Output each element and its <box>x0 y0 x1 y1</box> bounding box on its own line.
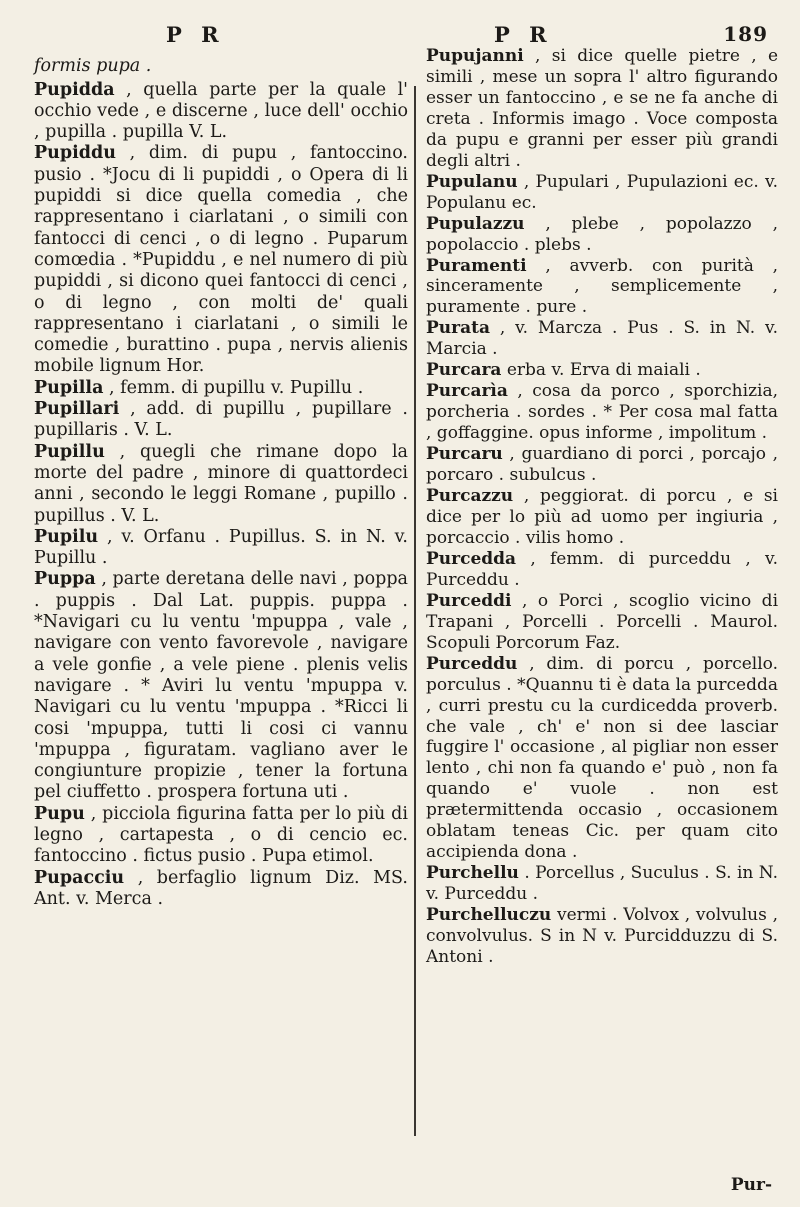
left-entries <box>34 80 408 911</box>
column-rule <box>414 86 416 1136</box>
entry-definition: , avverb. con purità , sinceramente , semplicemente , puramente . pure . <box>426 255 778 318</box>
dictionary-entry <box>426 46 778 172</box>
dictionary-entry <box>34 868 408 911</box>
dictionary-entry <box>34 399 408 442</box>
entry-definition: . Porcellus , Suculus . S. in N. v. Purceddu . <box>426 863 778 905</box>
entry-definition: , parte deretana delle navi , poppa . puppis . Dal Lat. puppis. puppa . *Navigari cu lu ventu 'mpuppa , vale , navigare con vento favorevole , navigare a vele gonfie , a vele piene . plenis velis navigare . * Aviri lu ventu 'mpuppa v. Navigari cu lu ventu 'mpuppa . *Ricci li cosi 'mpuppa, tutti li cosi ci vannu 'mpuppa , figuratam. vagliano aver le congiunture propizie , tener la fortuna pel ciuffetto . prospera fortuna uti . <box>34 569 408 803</box>
entry-definition: , quegli che rimane dopo la morte del padre , minore di quattordeci anni , secondo le leggi Romane , pupillo . pupillus . V. L. <box>34 441 408 526</box>
dictionary-entry <box>426 444 778 486</box>
running-head-right <box>426 0 778 46</box>
dictionary-entry <box>426 172 778 214</box>
dictionary-entry <box>426 486 778 549</box>
entry-definition: , femm. di pupillu v. Pupillu . <box>108 377 364 398</box>
entry-definition: vermi . Volvox , volvulus , convolvulus. S in N v. Purcidduzzu di S. Antoni . <box>426 905 778 967</box>
entry-headword: Purcaru <box>426 444 503 465</box>
dictionary-entry <box>34 143 408 377</box>
entry-definition: , femm. di purceddu , v. Purceddu . <box>426 548 778 590</box>
entry-headword: Purchellu <box>426 863 519 884</box>
dictionary-entry <box>34 80 408 144</box>
entry-headword: Pupillu <box>34 441 105 462</box>
page-number: 189 <box>723 22 768 46</box>
catchline-continuation: formis pupa . <box>34 56 152 76</box>
entry-headword: Purceddu <box>426 653 518 674</box>
dictionary-entry <box>426 214 778 256</box>
running-head-letters: P R <box>494 22 553 47</box>
dictionary-entry <box>426 549 778 591</box>
dictionary-entry <box>426 360 778 381</box>
dictionary-entry <box>34 804 408 868</box>
entry-headword: Puramenti <box>426 255 527 276</box>
dictionary-entry <box>426 905 778 968</box>
dictionary-entry <box>34 378 408 399</box>
entry-headword: Pupidda <box>34 79 115 100</box>
entry-definition: , cosa da porco , sporchizia, porcheria . sordes . * Per cosa mal fatta , goffaggine. opus informe , impolitum . <box>426 381 778 444</box>
entry-headword: Pupujanni <box>426 46 524 66</box>
dictionary-entry <box>426 654 778 864</box>
entry-headword: Pupulanu <box>426 171 518 192</box>
entry-headword: Puppa <box>34 569 96 590</box>
dictionary-entry <box>426 256 778 319</box>
entry-headword: Pupiddu <box>34 143 116 164</box>
entry-definition: , peggiorat. di porcu , e si dice per lo più ad uomo per ingiuria , porcaccio . vilis homo . <box>426 486 778 548</box>
running-head-left <box>34 0 408 46</box>
entry-definition: , dim. di pupu , fantoccino. pusio . *Jocu di li pupiddi , o Opera di li pupiddi si dice quella comedia , che rappresentano i ciarlatani , o simili con fantocci di cenci , o di legno . Puparum comœdia . *Pupiddu , e nel numero di più pupiddi , si dicono quei fantocci di cenci , o di legno , con molti de' quali rappresentano i ciarlatani , o simili le comedie , burattino . pupa , nervis alienis mobile lignum Hor. <box>34 143 408 377</box>
dictionary-entry <box>426 863 778 905</box>
entry-definition: , guardiano di porci , porcajo , porcaro . subulcus . <box>426 444 778 486</box>
entry-headword: Pupacciu <box>34 867 125 888</box>
entry-headword: Pupilu <box>34 526 99 547</box>
right-entries <box>426 46 778 968</box>
dictionary-entry <box>426 381 778 444</box>
entry-definition: , dim. di porcu , porcello. porculus . *Quannu ti è data la purcedda , curri prestu cu la curdicedda proverb. che vale , ch' e' non si dee lasciar fuggire l' occasione , al pigliar non esser lento , chi non fa quando e' può , non fa quando e' vuole . non est prætermittenda occasio , occasionem oblatam teneas Cic. per quam cito accipienda dona . <box>426 653 778 863</box>
entry-definition: , quella parte per la quale l' occhio vede , e discerne , luce dell' occhio , pupilla . pupilla V. L. <box>34 79 408 143</box>
entry-headword: Purcazzu <box>426 486 514 507</box>
entry-headword: Pupilla <box>34 377 104 398</box>
right-column <box>426 0 778 968</box>
left-column <box>34 0 408 910</box>
entry-definition: , v. Orfanu . Pupillus. S. in N. v. Pupillu . <box>34 526 408 569</box>
entry-headword: Purcarìa <box>426 381 508 402</box>
entry-headword: Purcara <box>426 360 502 381</box>
entry-definition: , Pupulari , Pupulazioni ec. v. Populanu ec. <box>426 171 778 213</box>
running-head-letters: P R <box>166 22 225 47</box>
entry-headword: Purchelluczu <box>426 905 552 926</box>
entry-definition: , o Porci , scoglio vicino di Trapani , Porcelli . Porcelli . Maurol. Scopuli Porcorum Faz. <box>426 590 779 653</box>
dictionary-entry <box>426 591 778 654</box>
entry-definition: , berfaglio lignum Diz. MS. Ant. v. Merca . <box>34 867 408 909</box>
entry-definition: erba v. Erva di maiali . <box>506 360 701 381</box>
entry-headword: Purceddi <box>426 590 512 611</box>
entry-definition: , add. di pupillu , pupillare . pupillaris . V. L. <box>34 399 408 441</box>
entry-headword: Purata <box>426 318 490 339</box>
dictionary-entry <box>34 569 408 803</box>
entry-headword: Pupillari <box>34 399 120 420</box>
dictionary-entry <box>34 527 408 570</box>
entry-headword: Purcedda <box>426 548 517 569</box>
entry-definition: , picciola figurina fatta per lo più di legno , cartapesta , o di cencio ec. fantoccino . fictus pusio . Pupa etimol. <box>34 803 408 867</box>
entry-headword: Pupulazzu <box>426 213 525 234</box>
entry-definition: , si dice quelle pietre , e simili , mese un sopra l' altro figurando esser un fantoccino , e se ne fa anche di creta . Informis imago . Voce composta da pupu e granni per esser più grandi degli altri . <box>426 46 779 171</box>
entry-headword: Pupu <box>34 803 85 824</box>
dictionary-entry <box>426 318 778 360</box>
dictionary-entry <box>34 442 408 527</box>
entry-definition: , v. Marcza . Pus . S. in N. v. Marcia . <box>426 318 778 360</box>
entry-definition: , plebe , popolazzo , popolaccio . plebs . <box>426 213 778 255</box>
catchword: Pur- <box>730 1175 772 1195</box>
